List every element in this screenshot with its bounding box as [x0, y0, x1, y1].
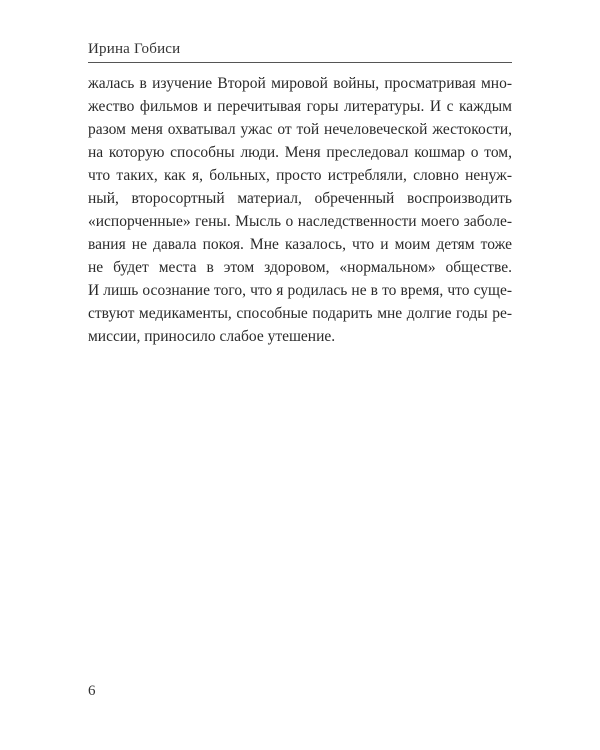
- running-head: Ирина Гобиси: [88, 41, 181, 57]
- text-line: ствуют медикаменты, способные подарить мне долгие годы ре-: [88, 305, 512, 322]
- header-rule: [88, 62, 512, 63]
- text-line: на которую способны люди. Меня преследовал кошмар о том,: [88, 144, 512, 161]
- text-line: жество фильмов и перечитывая горы литературы. И с каждым: [88, 98, 512, 115]
- page-number: 6: [88, 683, 96, 699]
- body-paragraph: [88, 72, 512, 348]
- text-line: ный, второсортный материал, обреченный воспроизводить: [88, 190, 512, 207]
- text-line: «испорченные» гены. Мысль о наследственности моего заболе-: [88, 213, 512, 230]
- text-line: разом меня охватывал ужас от той нечеловеческой жестокости,: [88, 121, 512, 138]
- text-line: вания не давала покоя. Мне казалось, что и моим детям тоже: [88, 236, 512, 253]
- text-line: И лишь осознание того, что я родилась не в то время, что суще-: [88, 282, 512, 299]
- text-line: миссии, приносило слабое утешение.: [88, 328, 336, 345]
- text-line: жалась в изучение Второй мировой войны, просматривая мно-: [88, 75, 512, 92]
- text-line: что таких, как я, больных, просто истребляли, словно ненуж-: [88, 167, 512, 184]
- text-line: не будет места в этом здоровом, «нормальном» обществе.: [88, 259, 512, 276]
